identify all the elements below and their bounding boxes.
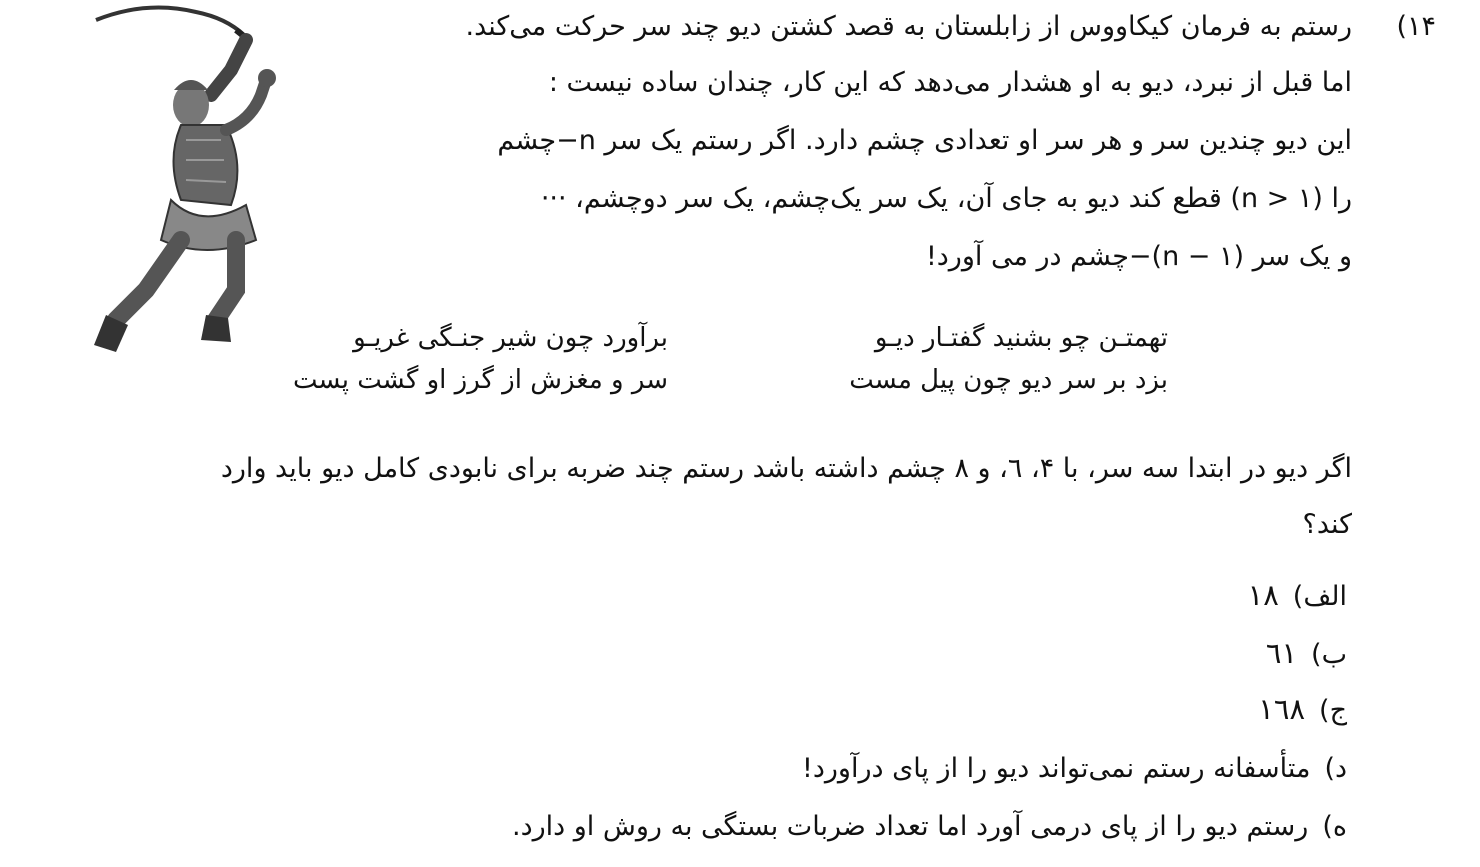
warrior-with-sword-icon <box>86 0 306 360</box>
question-line-4: را (n > ۱) قطع کند دیو به جای آن، یک سر یک‌چشم، یک سر دوچشم، ··· <box>540 183 1352 214</box>
option-a-label: الف) <box>1292 581 1347 612</box>
option-a-value: ۱۸ <box>1247 578 1279 612</box>
main-question-line-1: اگر دیو در ابتدا سه سر، با ۴، ٦، و ۸ چشم داشته باشد رستم چند ضربه برای نابودی کامل دیو باید وارد <box>220 453 1352 484</box>
option-c-label: ج) <box>1319 695 1347 726</box>
option-e-label: ه) <box>1322 811 1347 842</box>
option-e[interactable] <box>512 810 1347 844</box>
question-line-2: اما قبل از نبرد، دیو به او هشدار می‌دهد که این کار، چندان ساده نیست : <box>548 67 1352 98</box>
question-line-5: و یک سر (n − ۱)−چشم در می آورد! <box>925 241 1352 272</box>
option-c[interactable] <box>1258 692 1347 728</box>
option-d-label: د) <box>1324 753 1347 784</box>
option-b-value: ٦۱ <box>1265 636 1298 670</box>
question-number: ۱۴) <box>1396 11 1436 42</box>
poem-line1-right: تهمتـن چو بشنید گفتـار دیـو <box>874 323 1168 353</box>
option-b[interactable] <box>1266 636 1347 672</box>
question-line-1: رستم به فرمان کیکاووس از زابلستان به قصد کشتن دیو چند سر حرکت می‌کند. <box>465 11 1352 42</box>
poem-line2-right: بزد بر سر دیو چون پیل مست <box>849 365 1168 395</box>
option-b-label: ب) <box>1311 639 1347 670</box>
option-d-value: متأسفانه رستم نمی‌تواند دیو را از پای درآورد! <box>802 753 1311 784</box>
poem-line2-left: سر و مغزش از گرز او گشت پست <box>293 365 668 395</box>
main-question-line-2: کند؟ <box>1302 509 1352 540</box>
option-c-value: ۱٦۸ <box>1258 692 1306 726</box>
option-d[interactable] <box>802 752 1347 786</box>
poem-line1-left: برآورد چون شیر جنـگی غریـو <box>353 323 668 353</box>
option-e-value: رستم دیو را از پای درمی آورد اما تعداد ضربات بستگی به روش او دارد. <box>511 811 1309 842</box>
option-a[interactable] <box>1248 578 1347 614</box>
question-line-3: این دیو چندین سر و هر سر او تعدادی چشم دارد. اگر رستم یک سر n−چشم <box>497 125 1352 156</box>
